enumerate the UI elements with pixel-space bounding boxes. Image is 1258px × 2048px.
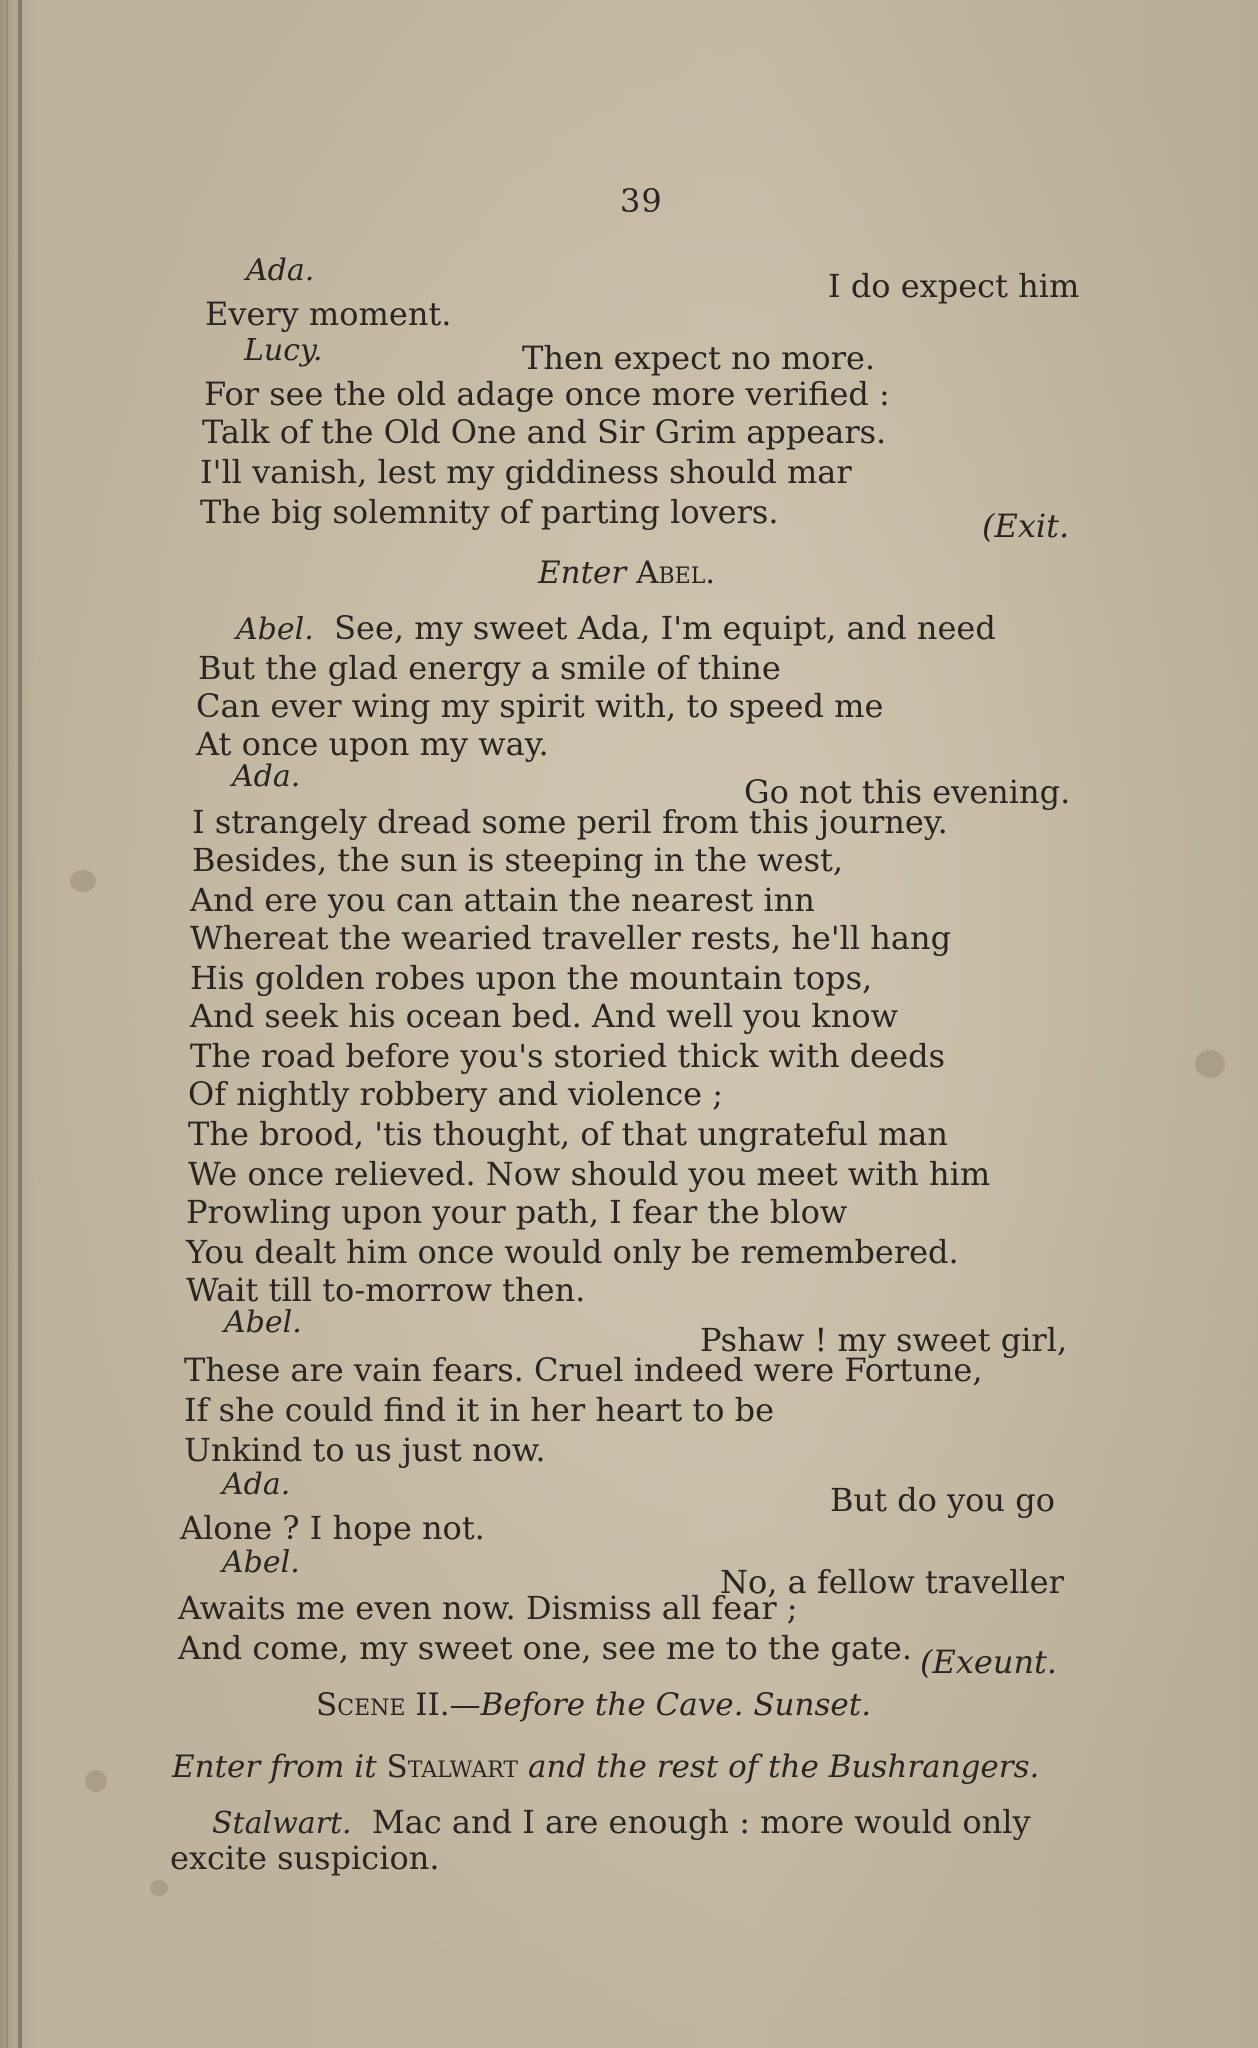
page-gutter-edge	[6, 0, 8, 2048]
verse-line: And come, my sweet one, see me to the gate.	[178, 1629, 912, 1667]
verse-line: Pshaw ! my sweet girl,	[700, 1321, 1068, 1359]
stage-direction: (Exeunt.	[920, 1643, 1058, 1681]
scene-description: —Before the Cave. Sunset.	[449, 1687, 872, 1723]
page-number: 39	[620, 182, 663, 220]
page-stain	[70, 870, 96, 892]
verse-line: Talk of the Old One and Sir Grim appears.	[202, 413, 887, 451]
speaker-name: Lucy.	[244, 333, 323, 368]
verse-line: Besides, the sun is steeping in the west,	[192, 841, 844, 879]
prose-text: Mac and I are enough : more would only	[371, 1803, 1031, 1841]
verse-line: For see the old adage once more verified :	[204, 375, 890, 413]
speaker-name: Ada.	[222, 1467, 291, 1502]
verse-line: I'll vanish, lest my giddiness should mar	[200, 453, 852, 491]
stage-character: Abel.	[636, 555, 716, 591]
page-stain	[150, 1880, 168, 1896]
verse-line: His golden robes upon the mountain tops,	[190, 959, 873, 997]
speaker-name: Abel.	[236, 612, 314, 647]
verse-line: Alone ? I hope not.	[180, 1509, 485, 1547]
speaker-name: Abel.	[224, 1305, 302, 1340]
speaker-name: Ada.	[246, 253, 315, 288]
prose-line: excite suspicion.	[170, 1839, 440, 1877]
verse-line: Whereat the wearied traveller rests, he'll hang	[190, 919, 952, 957]
verse-text: See, my sweet Ada, I'm equipt, and need	[334, 609, 996, 647]
stage-character: Stalwart	[386, 1749, 519, 1785]
stage-entrance	[538, 555, 716, 591]
verse-line: You dealt him once would only be remembered.	[186, 1233, 959, 1271]
verse-line: Prowling upon your path, I fear the blow	[186, 1193, 848, 1231]
page-binding-shadow	[18, 0, 22, 2048]
verse-line: Can ever wing my spirit with, to speed me	[196, 687, 884, 725]
verse-line: I strangely dread some peril from this journey.	[192, 803, 948, 841]
verse-line: The road before you's storied thick with deeds	[190, 1037, 946, 1075]
speaker-name: Abel.	[222, 1545, 300, 1580]
scene-label: Scene II.	[316, 1687, 450, 1723]
stage-direction: (Exit.	[982, 507, 1070, 545]
page-stain	[1195, 1050, 1225, 1078]
speaker-name: Ada.	[232, 759, 301, 794]
prose-line-with-speaker	[212, 1803, 1031, 1841]
stage-rest: and the rest of the Bushrangers.	[527, 1749, 1040, 1785]
stage-enter-word: Enter from it	[172, 1749, 377, 1785]
scene-heading	[316, 1687, 872, 1723]
speaker-name: Stalwart.	[212, 1806, 352, 1841]
stage-entrance	[172, 1749, 1040, 1785]
verse-line: We once relieved. Now should you meet with him	[188, 1155, 991, 1193]
verse-line: The big solemnity of parting lovers.	[200, 493, 779, 531]
page-stain	[85, 1770, 107, 1792]
verse-line: Wait till to-morrow then.	[186, 1271, 586, 1309]
verse-line: No, a fellow traveller	[720, 1563, 1064, 1601]
verse-line: Awaits me even now. Dismiss all fear ;	[178, 1589, 798, 1627]
verse-line: But do you go	[830, 1481, 1055, 1519]
verse-line: Every moment.	[205, 295, 452, 333]
verse-line: At once upon my way.	[196, 725, 549, 763]
verse-line: But the glad energy a smile of thine	[198, 649, 781, 687]
verse-line: Of nightly robbery and violence ;	[188, 1075, 724, 1113]
verse-line-with-speaker	[236, 609, 996, 647]
verse-line: And seek his ocean bed. And well you know	[190, 997, 899, 1035]
verse-line: And ere you can attain the nearest inn	[190, 881, 815, 919]
verse-line: Unkind to us just now.	[184, 1431, 546, 1469]
verse-line: Go not this evening.	[744, 773, 1071, 811]
verse-line: I do expect him	[828, 267, 1080, 305]
stage-enter-word: Enter	[538, 555, 627, 591]
verse-line: Then expect no more.	[522, 339, 876, 377]
verse-line: The brood, 'tis thought, of that ungrateful man	[188, 1115, 948, 1153]
verse-line: These are vain fears. Cruel indeed were Fortune,	[184, 1351, 983, 1389]
verse-line: If she could find it in her heart to be	[184, 1391, 775, 1429]
